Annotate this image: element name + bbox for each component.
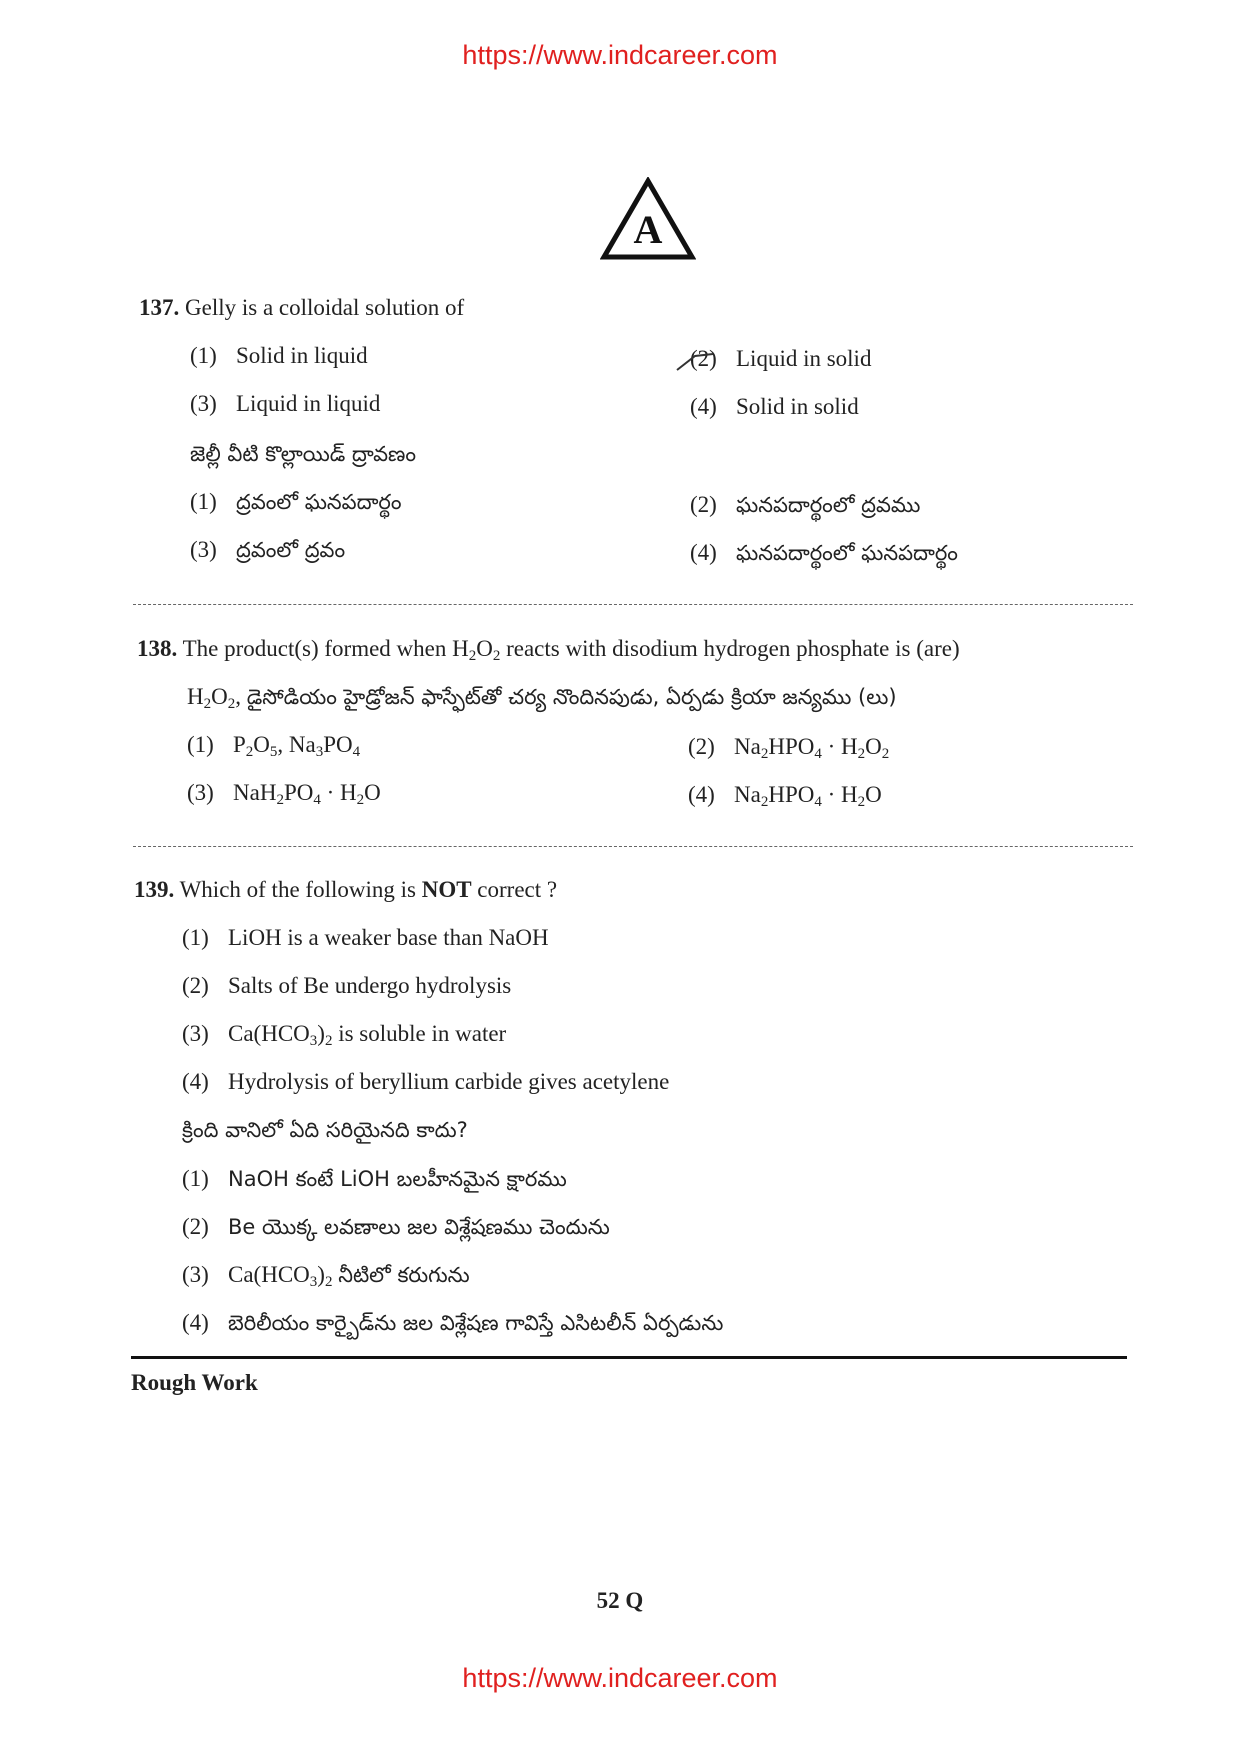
option-text: Hydrolysis of beryllium carbide gives acetylene	[228, 1069, 670, 1094]
option-text: ఘనపదార్థంలో ద్రవము	[736, 493, 921, 517]
q137-telugu-option-1	[190, 489, 402, 520]
option-number: (4)	[182, 1069, 209, 1094]
question-139	[134, 877, 557, 903]
q139-option-2	[182, 973, 511, 999]
option-number: (3)	[190, 391, 217, 416]
question-137	[139, 295, 464, 321]
q139-telugu-option-4	[182, 1310, 723, 1341]
option-number: (2)	[690, 492, 717, 517]
question-138: 138. The product(s) formed when $H_2O_2$ reacts with disodium hydrogen phosphate is (are)	[137, 636, 960, 664]
option-text: Be యొక్క లవణాలు జల విశ్లేషణము చెందును	[228, 1215, 610, 1239]
option-number: (1)	[187, 732, 214, 757]
q138-option-1	[187, 732, 360, 761]
option-formula: $Ca(HCO_3)_2$	[228, 1262, 333, 1290]
question-text: Gelly is a colloidal solution of	[185, 295, 465, 320]
q138-telugu-line: $H_2O_2$, డైసోడియం హైడ్రోజన్ ఫాస్ఫేట్‌తో చర్య నొందినపుడు, ఏర్పడు క్రియా జన్యము (లు)	[187, 684, 897, 712]
option-number: (2)	[688, 734, 715, 759]
q138-option-3	[187, 780, 381, 809]
q139-telugu-option-3	[182, 1262, 470, 1293]
option-number: (1)	[190, 343, 217, 368]
header-url[interactable]: https://www.indcareer.com	[462, 40, 778, 70]
option-text: ఘనపదార్థంలో ఘనపదార్థం	[736, 541, 958, 565]
question-number: 139.	[134, 877, 175, 902]
option-number: (1)	[182, 925, 209, 950]
q137-option-3	[190, 391, 380, 417]
option-number: (3)	[182, 1021, 209, 1046]
q137-option-2	[690, 346, 871, 372]
option-text: Solid in liquid	[236, 343, 368, 368]
option-text: LiOH is a weaker base than NaOH	[228, 925, 549, 950]
option-number: (1)	[182, 1166, 209, 1191]
option-number: (2)	[182, 1214, 209, 1239]
q137-telugu-option-4	[690, 540, 958, 571]
question-number: 138.	[137, 636, 178, 661]
q139-telugu-option-2	[182, 1214, 610, 1245]
option-formula: $NaH_2PO_4 \cdot H_2O$	[233, 780, 381, 808]
footer-url[interactable]: https://www.indcareer.com	[462, 1663, 778, 1693]
pen-mark	[675, 350, 715, 374]
option-number: (3)	[187, 780, 214, 805]
option-text: Liquid in liquid	[236, 391, 381, 416]
rough-work-label: Rough Work	[131, 1370, 258, 1395]
q137-telugu-option-3	[190, 537, 345, 568]
question-divider	[133, 846, 1133, 847]
booklet-code-letter: A	[633, 207, 663, 252]
q137-telugu-option-2	[690, 492, 920, 523]
q138-option-4	[688, 782, 882, 811]
question-text-part2: correct ?	[471, 877, 558, 902]
option-number: (2)	[182, 973, 209, 998]
q139-telugu-option-1	[182, 1166, 567, 1197]
page-number: 52 Q	[596, 1588, 644, 1613]
option-text: ద్రవంలో ద్రవం	[236, 538, 346, 562]
option-text: is soluble in water	[338, 1021, 507, 1046]
q139-option-3	[182, 1021, 506, 1050]
question-text-part1: Which of the following is	[179, 877, 422, 902]
option-text: Solid in solid	[736, 394, 859, 419]
option-number: (2)	[690, 346, 717, 371]
option-formula: $P_2O_5$, $Na_3PO_4$	[233, 732, 361, 760]
option-formula: $Na_2HPO_4 \cdot H_2O_2$	[734, 734, 890, 762]
question-number: 137.	[139, 295, 180, 320]
option-number: (3)	[190, 537, 217, 562]
question-text-bold: NOT	[421, 877, 472, 902]
option-text: Salts of Be undergo hydrolysis	[228, 973, 512, 998]
q137-telugu-text: జెల్లీ వీటి కొల్లాయిడ్ ద్రావణం	[190, 442, 417, 466]
question-text-part2: reacts with disodium hydrogen phosphate is (are)	[500, 636, 960, 661]
option-formula: $Ca(HCO_3)_2$	[228, 1021, 333, 1049]
rough-work-divider	[131, 1356, 1127, 1359]
option-text: Liquid in solid	[736, 346, 872, 371]
option-text: ద్రవంలో ఘనపదార్థం	[236, 490, 402, 514]
option-formula: $Na_2HPO_4 \cdot H_2O$	[734, 782, 882, 810]
q137-option-1	[190, 343, 368, 369]
option-number: (4)	[690, 540, 717, 565]
option-text: నీటిలో కరుగును	[338, 1263, 470, 1287]
q138-telugu-text: డైసోడియం హైడ్రోజన్ ఫాస్ఫేట్‌తో చర్య నొందినపుడు, ఏర్పడు క్రియా జన్యము (లు)	[246, 685, 897, 709]
q138-option-2	[688, 734, 889, 763]
question-divider	[133, 604, 1133, 605]
q139-option-1	[182, 925, 549, 951]
q139-option-4	[182, 1069, 669, 1095]
option-number: (4)	[690, 394, 717, 419]
q137-option-4	[690, 394, 859, 420]
question-text-part1: The product(s) formed when H	[182, 636, 469, 661]
option-number: (3)	[182, 1262, 209, 1287]
q139-telugu-text: క్రింది వానిలో ఏది సరియైనది కాదు?	[182, 1118, 468, 1142]
option-number: (4)	[688, 782, 715, 807]
booklet-code-badge	[600, 177, 696, 261]
option-text: NaOH కంటే LiOH బలహీనమైన క్షారము	[228, 1167, 567, 1191]
option-text: బెరిలీయం కార్బైడ్‌ను జల విశ్లేషణ గావిస్తే ఎసిటలీన్ ఏర్పడును	[228, 1311, 724, 1335]
option-number: (1)	[190, 489, 217, 514]
option-number: (4)	[182, 1310, 209, 1335]
